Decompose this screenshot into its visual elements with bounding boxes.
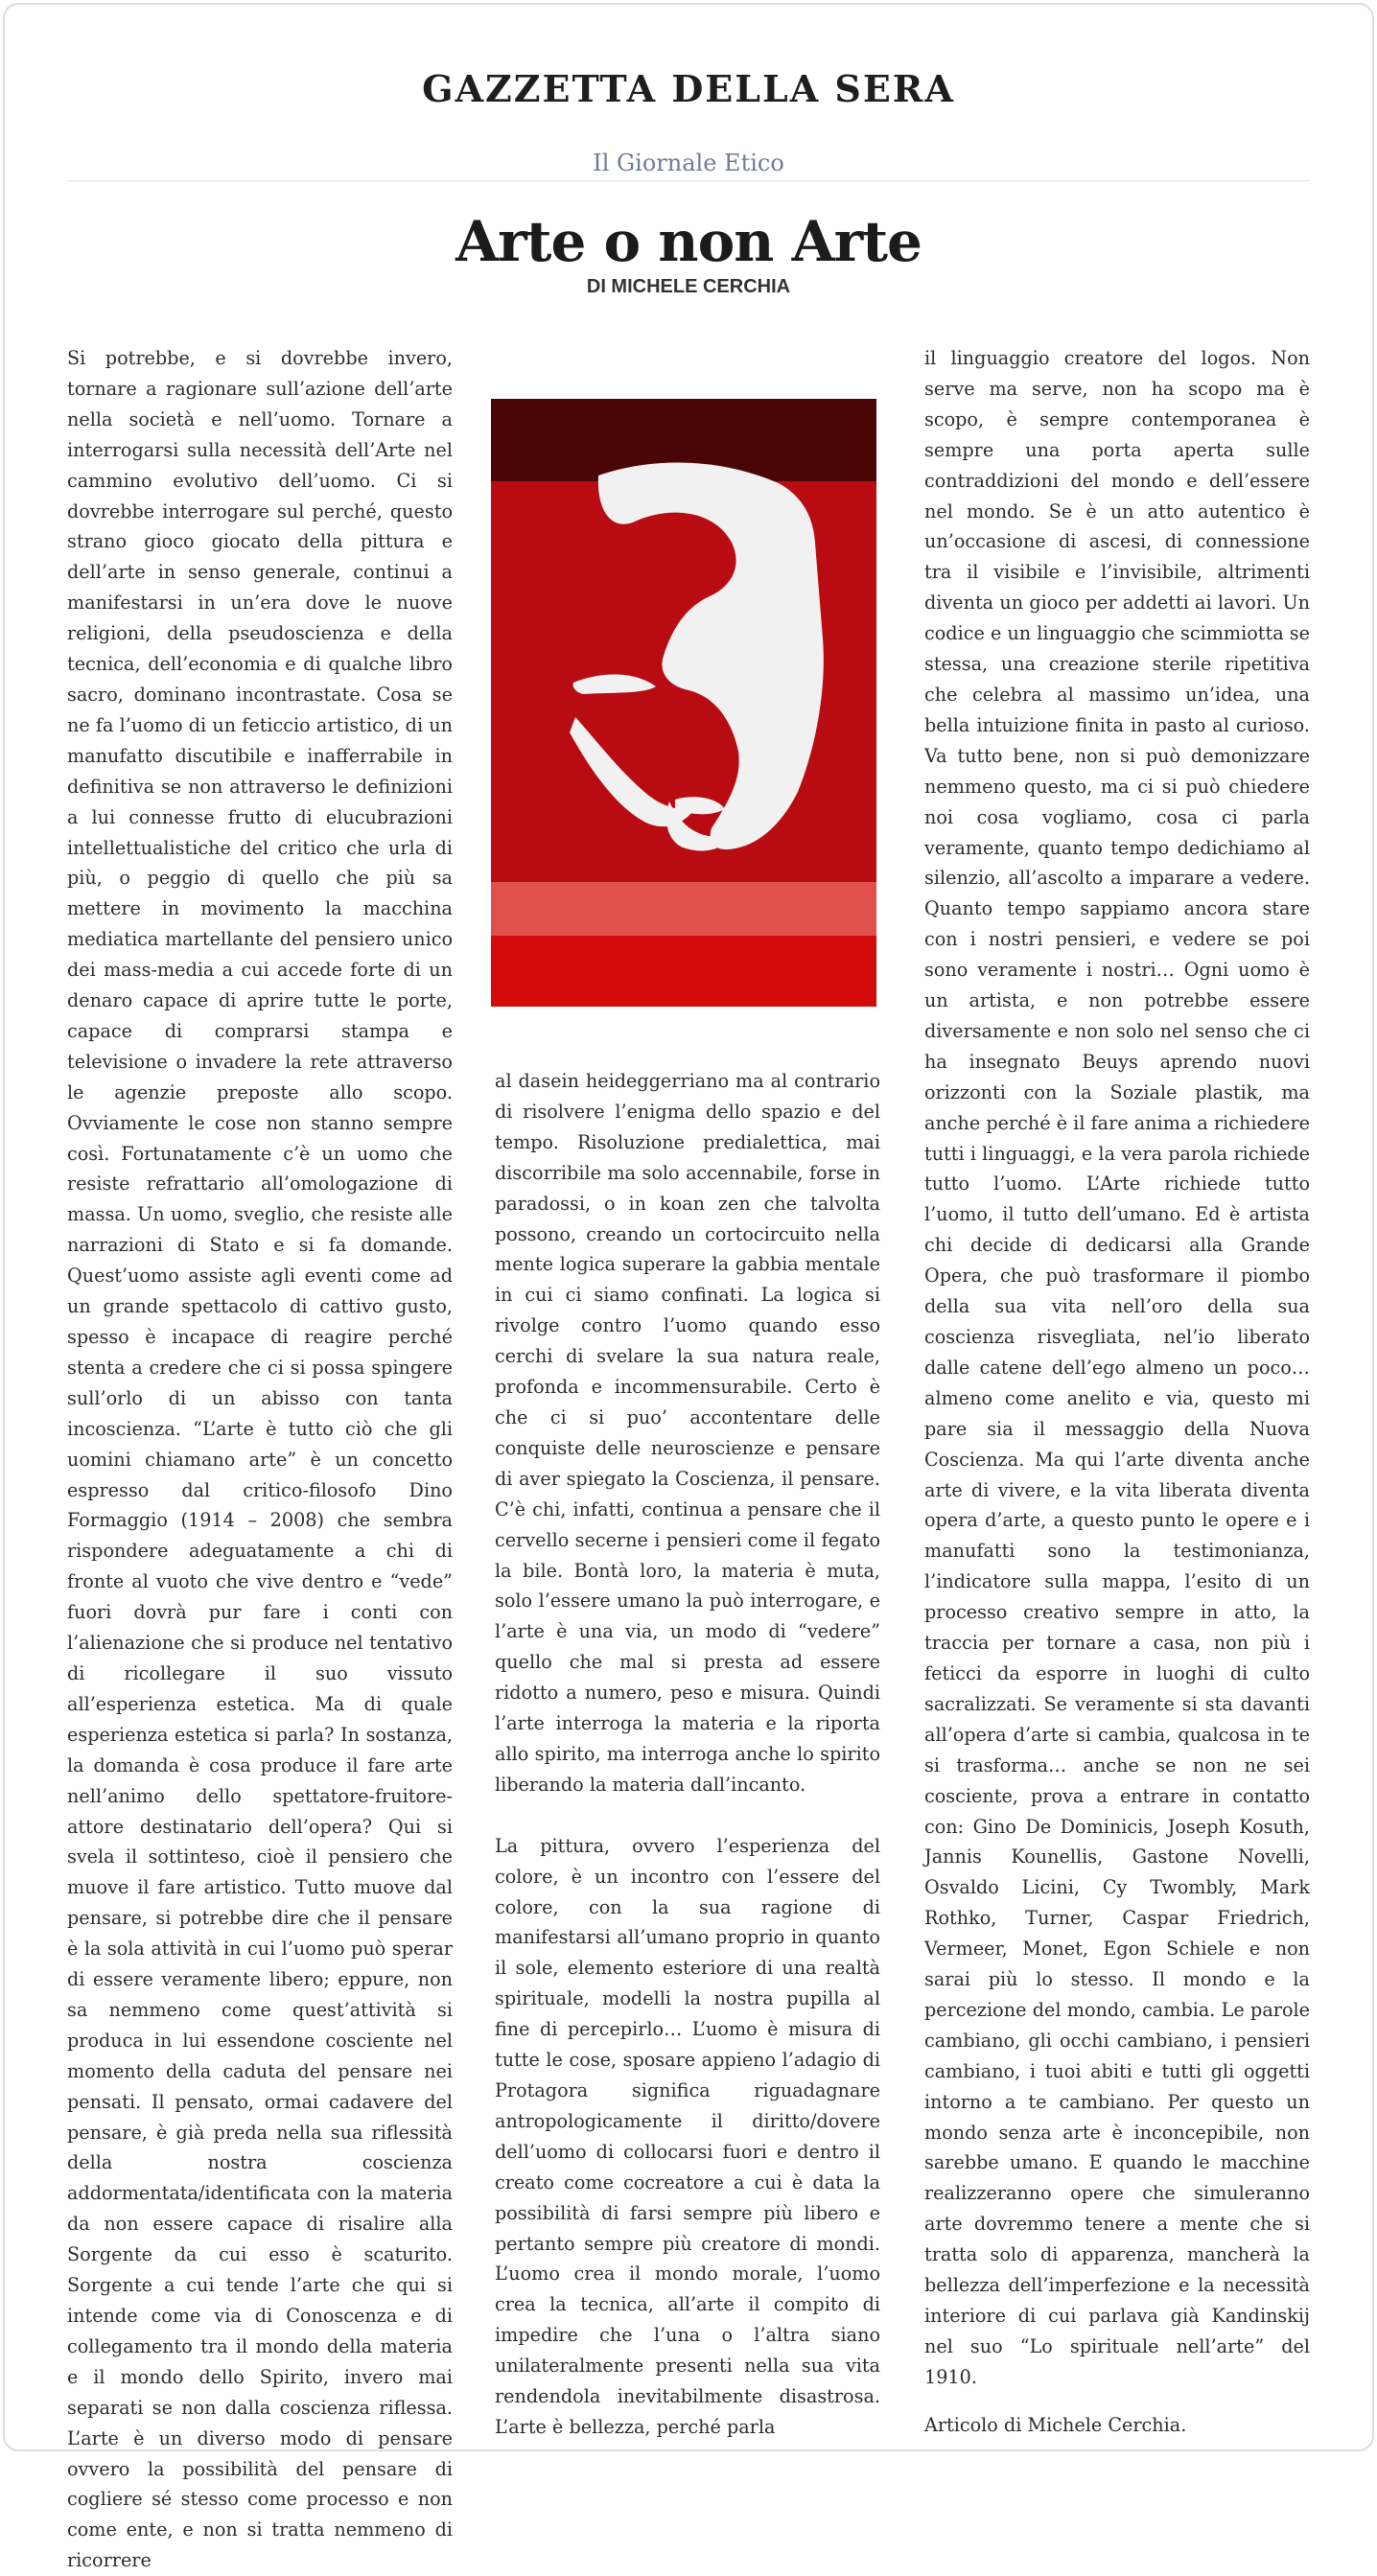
paragraph: La pittura, ovvero l’esperienza del colore, è un incontro con l’essere del colore, con la sua ragione di manifestarsi all’umano proprio in quanto il sole, elemento esteriore di una realtà spirituale, modelli la nostra pupilla al fine di percepirlo… L’uomo è misura di tutte le cose, sposare appieno l’adagio di Protagora significa riguadagnare antropologicamente il diritto/dovere dell’uomo di collocarsi fuori e dentro il creato come cocreatore a cui è data la possibilità di farsi sempre più libero e pertanto sempre più creatore di mondi. L’uomo crea il mondo morale, l’uomo crea la tecnica, all’arte il compito di impedire che l’una o l’altra siano unilateralmente presenti nella sua vita rendendola inevitabilmente disastrosa. L’arte è bellezza, perché parla: [495, 1834, 880, 2438]
article-column-2: [495, 1066, 880, 2443]
article-title: Arte o non Arte: [455, 209, 922, 274]
paragraph: il linguaggio creatore del logos. Non serve ma serve, non ha scopo ma è scopo, è sempre contemporanea è sempre una porta aperta sulle contraddizioni del mondo e dell’essere nel mondo. Se è un atto autentico è un’occasione di ascesi, di connessione tra il visibile e l’invisibile, altrimenti diventa un gioco per addetti ai lavori. Un codice e un linguaggio che scimmiotta se stessa, una creazione sterile ripetitiva che celebra al massimo un’idea, una bella intuizione finita in pasto al curioso. Va tutto bene, non si può demonizzare nemmeno questo, ma ci si può chiedere noi cosa vogliamo, cosa ci parla veramente, quanto tempo dedichiamo al silenzio, all’ascolto a imparare a vedere. Quanto tempo sappiamo ancora stare con i nostri pensieri, e vedere se poi sono veramente i nostri… Ogni uomo è un artista, e non potrebbe essere diversamente e non solo nel senso che ci ha insegnato Beuys aprendo nuovi orizzonti con la Soziale plastik, ma anche perché è il fare anima a richiedere tutti i linguaggi, e la vera parola richiede tutto l’uomo. L’Arte richiede tutto l’uomo, il tutto dell’umano. Ed è artista chi decide di dedicarsi alla Grande Opera, che può trasformare il piombo della sua vita nell’oro della sua coscienza risvegliata, nel’io liberato dalle catene dell’ego almeno un poco… almeno come anelito e via, questo mi pare sia il messaggio della Nuova Coscienza. Ma qui l’arte diventa anche arte di vivere, e la vita liberata diventa opera d’arte, a questo punto le opere e i manufatti sono la testimonianza, l’indicatore sulla mappa, l’esito di un processo creativo sempre in atto, la traccia per tornare a casa, non più i feticci da esporre in luoghi di culto sacralizzati. Se veramente si sta davanti all’opera d’arte si cambia, qualcosa in te si trasforma… anche se non ne sei cosciente, prova a entrare in contatto con: Gino De Dominicis, Joseph Kosuth, Jannis Kounellis, Gastone Novelli, Osvaldo Licini, Cy Twombly, Mark Rothko, Turner, Caspar Friedrich, Vermeer, Monet, Egon Schiele e non sarai più lo stesso. Il mondo e la percezione del mondo, cambia. Le parole cambiano, gli occhi cambiano, i pensieri cambiano, i tuoi abiti e tutti gli oggetti intorno a te cambiano. Per questo un mondo senza arte è inconcepibile, non sarebbe umano. E quando le macchine realizzeranno opere che simuleranno arte dovremmo tenere a mente che si tratta solo di apparenza, mancherà la bellezza dell’imperfezione e la necessità interiore di cui parlava già Kandinskij nel suo “Lo spirituale nell’arte” del 1910.: [924, 347, 1310, 2388]
article-column-1: [67, 343, 453, 2576]
header-divider: [67, 180, 1310, 181]
bottom-band: [491, 936, 876, 1007]
article-byline: DI MICHELE CERCHIA: [586, 276, 791, 297]
article-column-3: [924, 343, 1310, 2441]
paragraph: Si potrebbe, e si dovrebbe invero, tornare a ragionare sull’azione dell’arte nella società e nell’uomo. Tornare a interrogarsi sulla necessità dell’Arte nel cammino evolutivo dell’uomo. Ci si dovrebbe interrogare sul perché, questo strano gioco giocato della pittura e dell’arte in senso generale, continui a manifestarsi in un’era dove le nuove religioni, della pseudoscienza e della tecnica, dell’economia e di qualche libro sacro, dominano incontrastate. Cosa se ne fa l’uomo di un feticcio artistico, di un manufatto discutibile e inafferrabile in definitiva se non attraverso le definizioni a lui connesse frutto di elucubrazioni intellettualistiche del critico che urla di più, o peggio di quello che più sa mettere in movimento la macchina mediatica martellante del pensiero unico dei mass-media a cui accede forte di un denaro capace di aprire tutte le porte, capace di comprarsi stampa e televisione o invadere la rete attraverso le agenzie preposte allo scopo. Ovviamente le cose non stanno sempre così. Fortunatamente c’è un uomo che resiste refrattario all’omologazione di massa. Un uomo, sveglio, che resiste alle narrazioni di Stato e si fa domande. Quest’uomo assiste agli eventi come ad un grande spettacolo di cattivo gusto, spesso è incapace di reagire perché stenta a credere che ci si possa spingere sull’orlo di un abisso con tanta incoscienza. “L’arte è tutto ciò che gli uomini chiamano arte” è un concetto espresso dal critico-filosofo Dino Formaggio (1914 – 2008) che sembra rispondere adeguatamente a chi di fronte al vuoto che vive dentro e “vede” fuori dovrà pur fare i conti con l’alienazione che si produce nel tentativo di ricollegare il suo vissuto all’esperienza estetica. Ma di quale esperienza estetica si parla? In sostanza, la domanda è cosa produce il fare arte nell’animo dello spettatore-fruitore-attore destinatario dell’opera? Qui si svela il sottinteso, cioè il pensiero che muove il fare artistico. Tutto muove dal pensare, si potrebbe dire che il pensare è la sola attività in cui l’uomo può sperar di essere veramente libero; eppure, non sa nemmeno come quest’attività si produca in lui essendone cosciente nel momento della caduta del pensare nei pensati. Il pensato, ormai cadavere del pensare, è già preda nella sua riflessità della nostra coscienza addormentata/identificata con la materia da non essere capace di risalire alla Sorgente da cui esso è scaturito. Sorgente a cui tende l’arte che qui si intende come via di Conoscenza e di collegamento tra il mondo della materia e il mondo dello Spirito, invero mai separati se non dalla coscienza riflessa. L’arte è un diverso modo di pensare ovvero la possibilità del pensare di cogliere sé stesso come processo e non come ente, e non si tratta nemmeno di ricorrere: [67, 347, 453, 2572]
tagline: Il Giornale Etico: [593, 150, 784, 176]
masthead[interactable]: GAZZETTA DELLA SERA: [422, 67, 955, 110]
paragraph: al dasein heideggerriano ma al contrario di risolvere l’enigma dello spazio e del tempo. Risoluzione predialettica, mai discorribile ma solo accennabile, forse in paradossi, o in koan zen che talvolta possono, creando un cortocircuito nella mente logica superare la gabbia mentale in cui ci siamo confinati. La logica si rivolge contro l’uomo quando esso cerchi di svelare la sua natura reale, profonda e incommensurabile. Certo è che ci si puo’ accontentare delle conquiste delle neuroscienze e pensare di aver spiegato la Coscienza, il pensare. C’è chi, infatti, continua a pensare che il cervello secerne i pensieri come il fegato la bile. Bontà loro, la materia è muta, solo l’essere umano la può interrogare, e l’arte è una via, un modo di “vedere” quello che mal si presta ad essere ridotto a numero, peso e misura. Quindi l’arte interroga la materia e la riporta allo spirito, ma interroga anche lo spirito liberando la materia dall’incanto.: [495, 1070, 880, 1796]
article-signature: Articolo di Michele Cerchia.: [924, 2413, 1187, 2436]
light-band: [491, 882, 876, 936]
red-portrait-illustration: [491, 399, 876, 1007]
article-image: [491, 399, 876, 1007]
